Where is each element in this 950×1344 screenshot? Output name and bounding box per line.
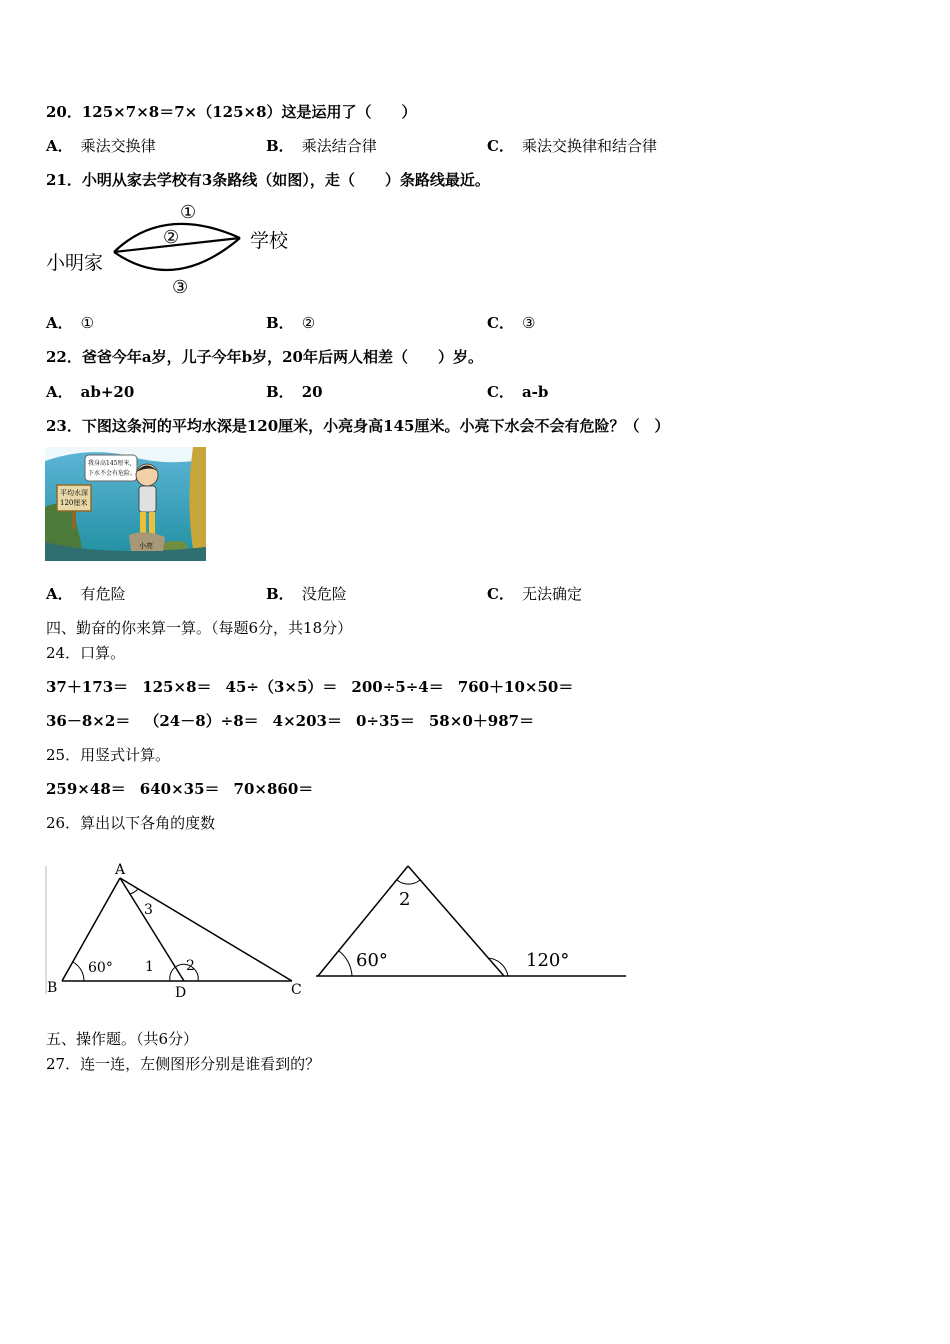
q24-row-1	[46, 677, 587, 697]
q22-option-a	[46, 382, 134, 402]
q24-row-2	[46, 711, 548, 731]
q24-expression: 125×8＝	[142, 678, 212, 696]
q23-option-b	[266, 584, 347, 604]
vertex-d: D	[175, 985, 187, 1001]
q24-expression: 37＋173＝	[46, 678, 129, 696]
sign-line-2: 120厘米	[60, 499, 88, 507]
home-label: 小明家	[46, 252, 104, 274]
q23-option-a	[46, 584, 126, 604]
right-side	[408, 866, 504, 976]
q22-stem: 22．爸爸今年a岁，儿子今年b岁，20年后两人相差（ ）岁。	[46, 348, 483, 366]
option-text: ②	[301, 314, 316, 332]
route-label-3: ③	[172, 277, 189, 298]
option-text: ①	[80, 314, 95, 332]
q22-option-b	[266, 382, 323, 402]
q26-triangle-figure-1	[44, 860, 306, 1002]
q21-option-b	[266, 313, 315, 333]
angle-2-label: 2	[399, 889, 411, 910]
q25-expression: 70×860＝	[233, 780, 314, 798]
option-key: A．	[46, 585, 73, 603]
q24-expression: 760＋10×50＝	[457, 678, 574, 696]
route-label-1: ①	[180, 202, 197, 223]
angle-3-label: 3	[144, 902, 153, 918]
option-key: B．	[266, 137, 294, 155]
vertex-c: C	[291, 982, 302, 998]
speech-line-1: 我身高145厘米,	[88, 460, 132, 467]
q24-expression: 0÷35＝	[355, 712, 415, 730]
option-text: 20	[301, 383, 323, 401]
vertex-a: A	[115, 862, 126, 878]
q25-row	[46, 779, 327, 799]
q21-option-a	[46, 313, 94, 333]
route-label-2: ②	[163, 227, 180, 248]
q26-stem: 26．算出以下各角的度数	[46, 814, 216, 832]
option-key: B．	[266, 314, 294, 332]
option-key: B．	[266, 383, 294, 401]
q20-option-a	[46, 136, 156, 156]
angle-2-label: 2	[186, 958, 195, 974]
q25-expression: 640×35＝	[139, 780, 220, 798]
q24-expression: （24－8）÷8＝	[144, 712, 259, 730]
speech-line-2: 下水不会有危险。	[88, 470, 137, 477]
option-text: 无法确定	[521, 585, 582, 603]
q27-stem: 27．连一连，左侧图形分别是谁看到的？	[46, 1055, 321, 1073]
q23-river-illustration	[45, 447, 206, 561]
option-key: A．	[46, 314, 73, 332]
option-text: 乘法交换律和结合律	[521, 137, 657, 155]
q24-expression: 36－8×2＝	[46, 712, 131, 730]
q21-stem: 21．小明从家去学校有3条路线（如图），走（ ）条路线最近。	[46, 171, 490, 189]
angle-b-label: 60°	[88, 960, 113, 976]
q20-option-b	[266, 136, 377, 156]
sign-line-1: 平均水深	[60, 489, 88, 497]
option-key: A．	[46, 137, 73, 155]
q25-stem: 25．用竖式计算。	[46, 746, 171, 764]
q21-route-figure	[44, 196, 304, 300]
angle-60-label: 60°	[356, 950, 388, 971]
angle-120-label: 120°	[526, 950, 570, 971]
section-5-heading: 五、操作题。（共6分）	[46, 1030, 199, 1048]
q24-stem: 24．口算。	[46, 644, 126, 662]
q24-expression: 200÷5÷4＝	[351, 678, 444, 696]
option-text: 有危险	[80, 585, 126, 603]
school-label: 学校	[250, 230, 289, 252]
q23-option-c	[487, 584, 582, 604]
option-key: C．	[487, 137, 514, 155]
option-text: a-b	[521, 383, 549, 401]
option-key: C．	[487, 585, 514, 603]
q25-expression: 259×48＝	[46, 780, 126, 798]
angle-1-label: 1	[145, 959, 154, 975]
q24-expression: 4×203＝	[272, 712, 342, 730]
option-key: C．	[487, 314, 514, 332]
q22-option-c	[487, 382, 548, 402]
q23-stem: 23．下图这条河的平均水深是120厘米，小亮身高145厘米。小亮下水会不会有危险？（ ）	[46, 417, 670, 435]
option-key: B．	[266, 585, 294, 603]
q20-option-c	[487, 136, 657, 156]
q21-option-c	[487, 313, 535, 333]
option-text: 没危险	[301, 585, 347, 603]
boy-name: 小亮	[139, 542, 153, 550]
vertex-b: B	[47, 980, 58, 996]
option-key: A．	[46, 383, 73, 401]
option-text: ab+20	[80, 383, 135, 401]
q24-expression: 58×0＋987＝	[428, 712, 535, 730]
q26-triangle-figure-2	[312, 852, 630, 988]
option-text: 乘法结合律	[301, 137, 377, 155]
section-4-heading: 四、勤奋的你来算一算。（每题6分，共18分）	[46, 619, 353, 637]
option-text: 乘法交换律	[80, 137, 156, 155]
q24-expression: 45÷（3×5）＝	[225, 678, 338, 696]
q20-stem: 20．125×7×8＝7×（125×8）这是运用了（ ）	[46, 103, 417, 121]
option-key: C．	[487, 383, 514, 401]
option-text: ③	[521, 314, 536, 332]
